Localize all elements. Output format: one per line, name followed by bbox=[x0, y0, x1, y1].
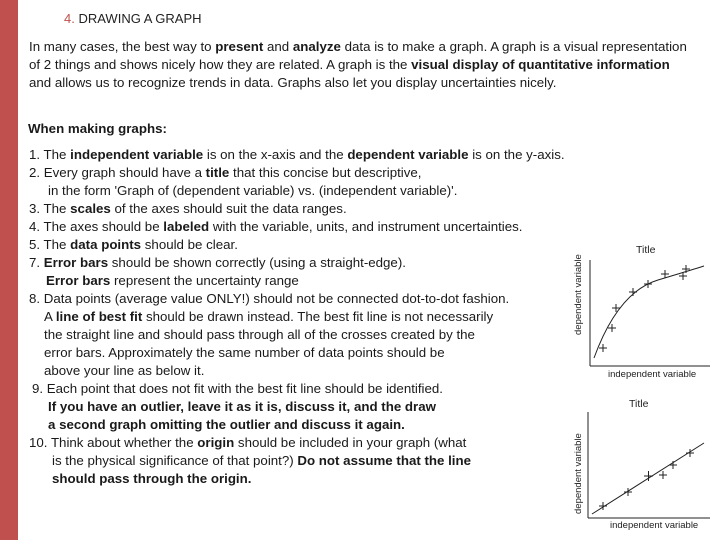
figure-1-xlabel: independent variable bbox=[608, 369, 697, 380]
figure-1-ylabel: dependent variable bbox=[573, 254, 584, 335]
intro-bold-analyze: analyze bbox=[292, 39, 341, 54]
rule-8-line-3: the straight line and should pass through all of the crosses created by the bbox=[44, 327, 475, 342]
rule-7-error-bars: Error bars represent the uncertainty range bbox=[46, 273, 299, 288]
rule-9-outlier: If you have an outlier, leave it as it is, discuss it, and the draw bbox=[48, 399, 436, 414]
intro-bold-visual-display: visual display of quantitative information bbox=[411, 57, 670, 72]
figure-2-xlabel: independent variable bbox=[610, 520, 699, 531]
rule-5: 5. The data points should be clear. bbox=[29, 237, 238, 252]
slide-title bbox=[64, 11, 202, 26]
figure-linear-fit bbox=[568, 392, 716, 532]
figure-curve-fit bbox=[568, 240, 716, 382]
rule-7: 7. Error bars should be shown correctly (using a straight-edge). bbox=[29, 255, 406, 270]
rule-10: 10. Think about whether the origin should be included in your graph (what bbox=[29, 435, 467, 450]
rule-2-continued: in the form 'Graph of (dependent variable) vs. (independent variable)'. bbox=[48, 183, 458, 198]
title-text: DRAWING A GRAPH bbox=[78, 11, 202, 26]
rule-8: 8. Data points (average value ONLY!) should not be connected dot-to-dot fashion. bbox=[29, 291, 510, 306]
intro-bold-present: present bbox=[215, 39, 264, 54]
rule-3: 3. The scales of the axes should suit the data ranges. bbox=[29, 201, 347, 216]
rule-10-line-2: is the physical significance of that point?) Do not assume that the line bbox=[52, 453, 472, 468]
rule-10-line-3: should pass through the origin. bbox=[52, 471, 252, 486]
intro-text-1: In many cases, the best way to bbox=[29, 39, 216, 54]
rule-8-line-4: error bars. Approximately the same number of data points should be bbox=[44, 345, 445, 360]
rule-8-best-fit: A line of best fit should be drawn instead. The best fit line is not necessarily bbox=[44, 309, 494, 324]
figure-2-ylabel: dependent variable bbox=[573, 433, 584, 514]
rule-4: 4. The axes should be labeled with the variable, units, and instrument uncertainties. bbox=[29, 219, 523, 234]
intro-text-2: and bbox=[263, 39, 293, 54]
rule-2: 2. Every graph should have a title that this concise but descriptive, bbox=[29, 165, 422, 180]
intro-text-4: and allows us to recognize trends in data. Graphs also let you display uncertainties nicely. bbox=[29, 75, 557, 90]
accent-bar bbox=[0, 0, 18, 540]
figure-2-title: Title bbox=[629, 398, 649, 410]
rule-1: 1. The independent variable is on the x-axis and the dependent variable is on the y-axis. bbox=[29, 147, 565, 162]
title-number: 4. bbox=[64, 11, 75, 26]
figure-1-title: Title bbox=[636, 244, 656, 256]
section-heading: When making graphs: bbox=[28, 121, 167, 136]
rule-9-second-graph: a second graph omitting the outlier and discuss it again. bbox=[48, 417, 405, 432]
rule-8-line-5: above your line as below it. bbox=[44, 363, 205, 378]
rule-9: 9. Each point that does not fit with the best fit line should be identified. bbox=[32, 381, 443, 396]
intro-paragraph bbox=[29, 38, 693, 92]
intro-text-3: data is to make a graph. A graph is a visual representation of 2 things and shows nicely how they are related. A graph is the bbox=[29, 39, 687, 72]
